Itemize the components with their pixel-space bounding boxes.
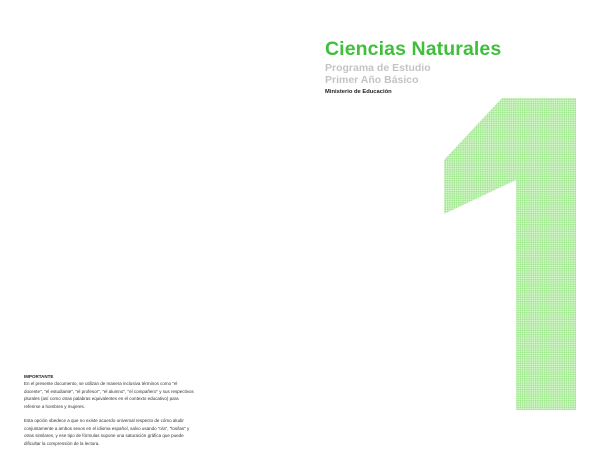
grade-subtitle: Primer Año Básico bbox=[325, 74, 419, 86]
ministry-label: Ministerio de Educación bbox=[325, 89, 392, 95]
program-subtitle: Programa de Estudio bbox=[325, 62, 431, 74]
notice-paragraph-rationale: Esta opción obedece a que no existe acuerdo universal respecto de cómo aludir conjuntamente a ambos sexos en el idioma español, salvo usando "o/a", "los/las" y otras similares, y ese tipo de fórmulas supone una saturación gráfica que puede dificultar la comprensión de la lectura. bbox=[24, 418, 190, 446]
important-notice bbox=[24, 373, 194, 447]
course-number-graphic bbox=[440, 96, 580, 412]
notice-paragraph-inclusive-language: En el presente documento, se utilizan de manera inclusiva términos como "el docente", "el estudiante", "el profesor", "el alumno", "el compañero" y sus respectivos plurales (así como otras palabras equivalentes en el contexto educativo) para referirse a hombres y mujeres. bbox=[24, 381, 194, 409]
numeral-one-shape bbox=[444, 98, 576, 410]
notice-heading: IMPORTANTE bbox=[24, 374, 54, 379]
cover-title: Ciencias Naturales bbox=[325, 38, 502, 60]
